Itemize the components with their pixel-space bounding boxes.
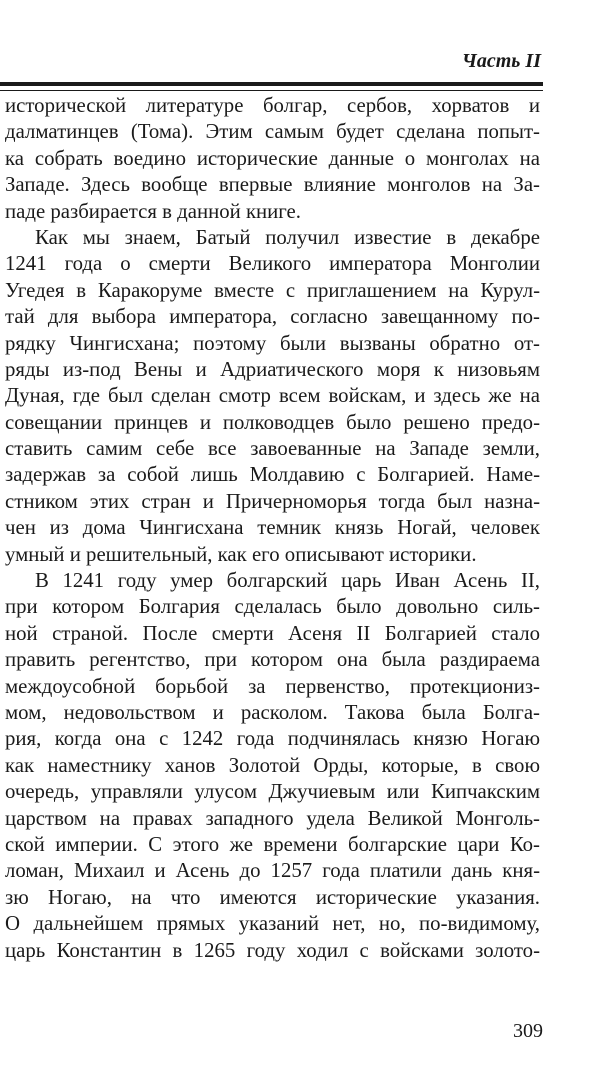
text-line: как наместнику ханов Золотой Орды, которые, в свою (5, 753, 540, 777)
text-line: паде разбирается в данной книге. (5, 199, 301, 223)
text-line: далматинцев (Тома). Этим самым будет сделана попыт- (5, 120, 540, 144)
text-line: рия, когда она с 1242 года подчинялась князю Ногаю (5, 727, 540, 751)
text-line: Дуная, где был сделан смотр всем войскам, и здесь же на (5, 384, 540, 408)
text-line: царством на правах западного удела Великой Монголь- (5, 806, 540, 830)
text-line: ломан, Михаил и Асень до 1257 года платили дань кня- (5, 859, 540, 883)
text-line: задержав за собой лишь Молдавию с Болгарией. Наме- (5, 463, 540, 487)
text-line: исторической литературе болгар, сербов, хорватов и (5, 94, 540, 117)
text-line: править регентство, при котором она была раздираема (5, 648, 540, 672)
text-line: при котором Болгария сделалась было довольно силь- (5, 595, 540, 619)
text-line: 1241 года о смерти Великого императора Монголии (5, 252, 540, 276)
text-line: Как мы знаем, Батый получил известие в декабре (35, 225, 540, 249)
text-line: ряды из-под Вены и Адриатического моря к низовьям (5, 357, 540, 381)
text-line: совещании принцев и полководцев было решено предо- (5, 410, 540, 434)
page-number: 309 (513, 1020, 543, 1042)
text-line: царь Константин в 1265 году ходил с войсками золото- (5, 938, 540, 962)
text-line: О дальнейшем прямых указаний нет, но, по-видимому, (5, 912, 540, 936)
header-rule-thick (0, 82, 543, 86)
text-line: В 1241 году умер болгарский царь Иван Асень II, (35, 569, 540, 593)
text-line: ской империи. С этого же времени болгарские цари Ко- (5, 832, 540, 856)
text-line: зю Ногаю, на что имеются исторические указания. (5, 885, 540, 909)
body-text (5, 93, 540, 964)
text-line: очередь, управляли улусом Джучиевым или Кипчакским (5, 780, 540, 804)
text-line: стником этих стран и Причерноморья тогда был назна- (5, 489, 540, 513)
text-line: тай для выбора императора, согласно завещанному по- (5, 305, 540, 329)
text-line: ной страной. После смерти Асеня II Болгарией стало (5, 621, 540, 645)
running-head: Часть II (461, 50, 541, 72)
text-line: Угедея в Каракоруме вместе с приглашением на Курул- (5, 278, 540, 302)
text-line: междоусобной борьбой за первенство, протекциониз- (5, 674, 540, 698)
paragraph-3 (5, 568, 540, 964)
text-line: ставить самим себе все завоеванные на Западе земли, (5, 437, 540, 461)
text-line: чен из дома Чингисхана темник князь Ногай, человек (5, 516, 540, 540)
paragraph-2 (5, 225, 540, 568)
text-line: рядку Чингисхана; поэтому были вызваны обратно от- (5, 331, 540, 355)
text-line: Западе. Здесь вообще впервые влияние монголов на За- (5, 173, 540, 197)
text-line: мом, недовольством и расколом. Такова была Болга- (5, 700, 540, 724)
text-line: ка собрать воедино исторические данные о монголах на (5, 146, 540, 170)
paragraph-1 (5, 93, 540, 225)
text-line: умный и решительный, как его описывают историки. (5, 542, 477, 566)
header-rule-thin (0, 90, 543, 91)
